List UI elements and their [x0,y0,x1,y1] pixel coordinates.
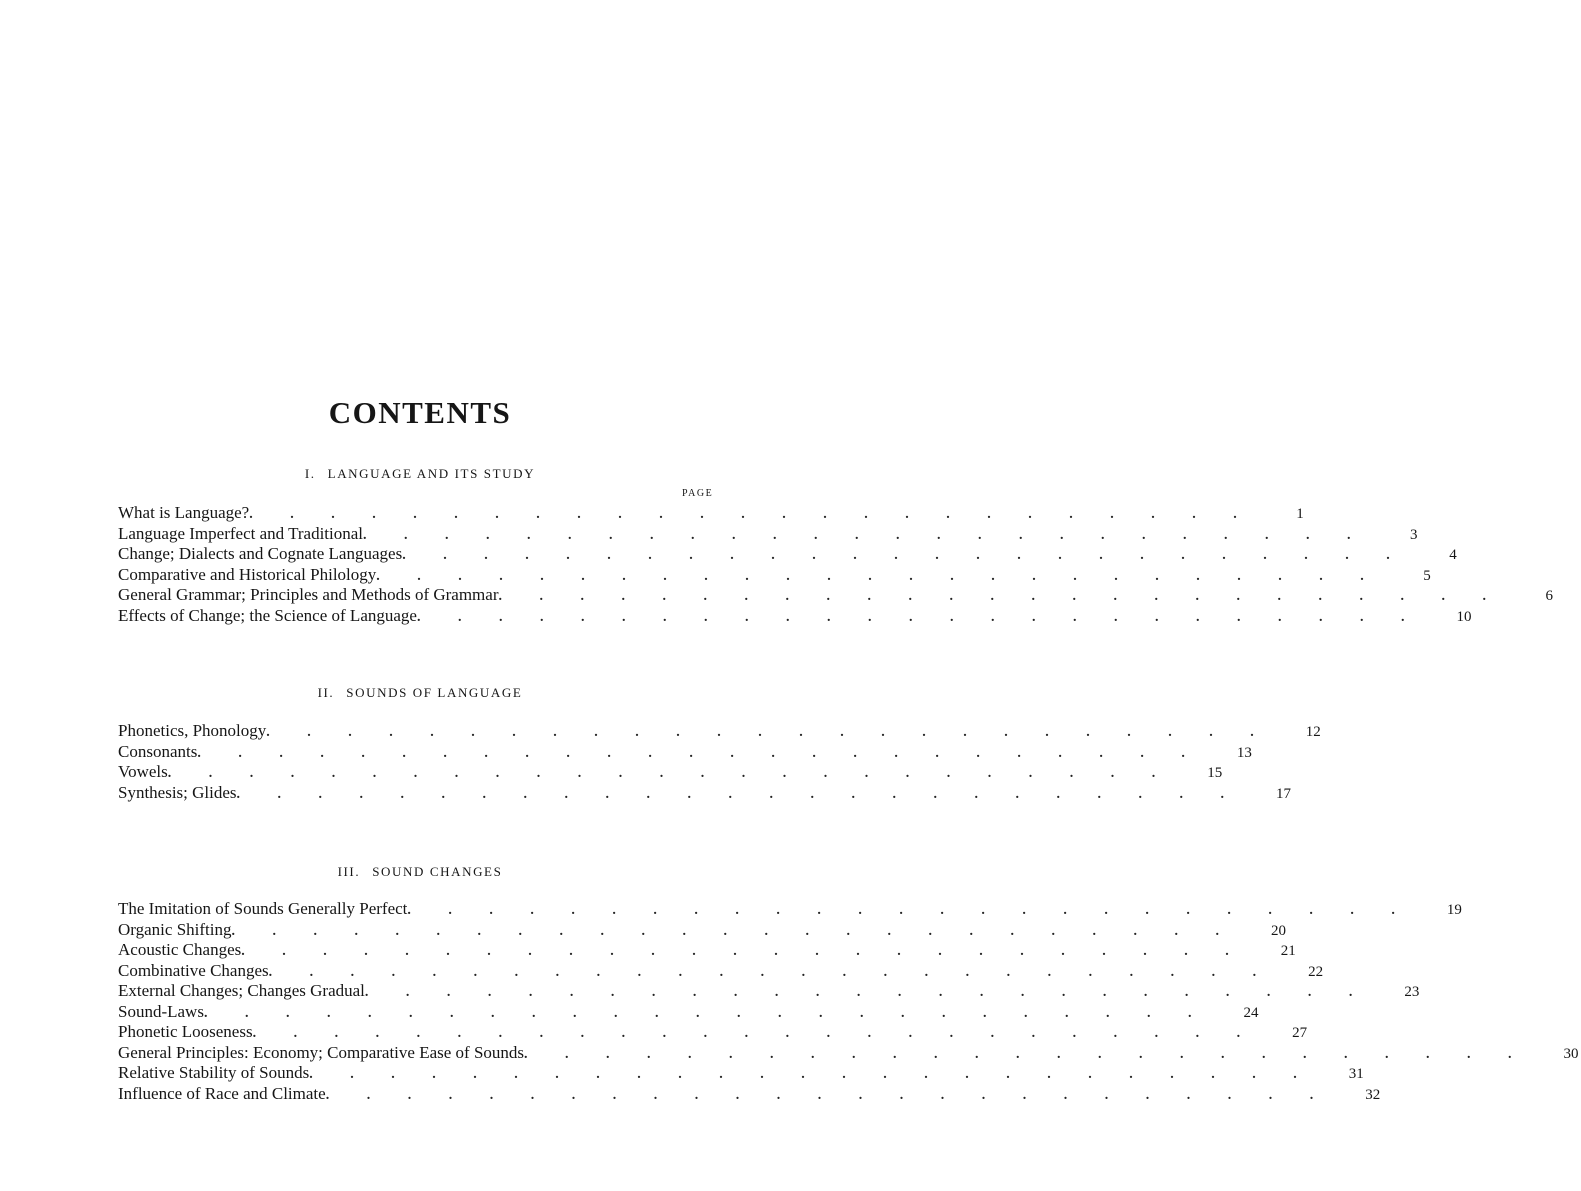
toc-list-section-1 [118,503,1553,626]
dot-leader: . . . . . . . . . . . . . . . . . . . . . . . . . [325,1087,1331,1103]
toc-entry[interactable] [118,782,1292,804]
entry-page-number: 1 [1296,506,1304,522]
section-title: LANGUAGE AND ITS STUDY [327,466,536,481]
dot-leader: . . . . . . . . . . . . . . . . . . . . . . . . . [249,507,1254,522]
section-numeral: II. [317,685,335,700]
dot-leader: . . . . . . . . . . . . . . . . . . . . . . . . . [364,985,1370,1000]
dot-leader: . . . . . . . . . . . . . . . . . . . . . . . . . [416,609,1422,625]
dot-leader: . . . . . . . . . . . . . . . . . . . . . . . . . [524,1046,1529,1062]
entry-page-number: 13 [1236,744,1252,761]
dot-leader: . . . . . . . . . . . . . . . . . . . . . . . . . [363,527,1368,543]
entry-page-number: 22 [1308,963,1324,980]
toc-entry[interactable] [118,741,1252,763]
entry-page-number: 32 [1365,1086,1381,1103]
page-title: CONTENTS [328,394,512,430]
toc-entry[interactable] [118,503,1304,524]
entry-title: Consonants [118,741,198,761]
section-title: SOUND CHANGES [372,864,503,879]
entry-title: Acoustic Changes [118,940,242,959]
toc-entry[interactable] [118,762,1223,783]
entry-page-number: 20 [1270,922,1286,939]
toc-entry[interactable] [118,544,1457,565]
toc-entry[interactable] [118,1063,1364,1084]
dot-leader: . . . . . . . . . . . . . . . . . . . . . . . . . [231,923,1236,939]
entry-title: Change; Dialects and Cognate Languages [118,544,403,563]
toc-entry[interactable] [118,1042,1579,1064]
toc-entry[interactable] [118,1022,1308,1043]
section-heading-2 [0,684,840,702]
section-title: SOUNDS OF LANGUAGE [346,685,523,700]
entry-title: Relative Stability of Sounds [118,1063,310,1082]
entry-title: Combinative Changes [118,960,269,980]
section-numeral: III. [337,864,361,879]
page-column-label: PAGE [682,488,714,499]
toc-entry[interactable] [118,919,1286,941]
toc-entry[interactable] [118,605,1472,627]
entry-page-number: 27 [1292,1025,1308,1041]
toc-entry[interactable] [118,981,1420,1002]
entry-title: Influence of Race and Climate [118,1083,326,1103]
entry-title: Effects of Change; the Science of Language [118,605,417,625]
toc-entry[interactable] [118,1083,1381,1105]
entry-title: Phonetic Looseness [118,1022,253,1041]
entry-page-number: 21 [1280,943,1296,959]
toc-entry[interactable] [118,564,1431,586]
entry-page-number: 17 [1276,785,1292,802]
dot-leader: . . . . . . . . . . . . . . . . . . . . . . . . . [402,548,1407,563]
dot-leader: . . . . . . . . . . . . . . . . . . . . . . . . . [309,1067,1314,1082]
toc-entry[interactable] [118,585,1553,606]
dot-leader: . . . . . . . . . . . . . . . . . . . . . . . . . [266,725,1271,740]
toc-entry[interactable] [118,899,1462,920]
entry-title: Sound-Laws [118,1001,204,1021]
toc-entry[interactable] [118,940,1296,961]
dot-leader: . . . . . . . . . . . . . . . . . . . . . . . . . [252,1026,1258,1041]
dot-leader: . . . . . . . . . . . . . . . . . . . . . . . . . [376,568,1381,584]
entry-page-number: 6 [1545,588,1553,604]
entry-title: Language Imperfect and Traditional [118,523,364,543]
dot-leader: . . . . . . . . . . . . . . . . . . . . . . . . . [203,1005,1209,1021]
entry-page-number: 4 [1449,547,1457,563]
dot-leader: . . . . . . . . . . . . . . . . . . . . . . . . . [197,745,1202,761]
dot-leader: . . . . . . . . . . . . . . . . . . . . . . . . . [407,903,1412,918]
toc-list-section-2 [118,721,1321,803]
entry-title: Vowels [118,762,168,781]
entry-title: Organic Shifting [118,919,232,939]
section-heading-1 [0,465,840,483]
toc-entry[interactable] [118,523,1418,545]
entry-title: External Changes; Changes Gradual [118,981,365,1000]
toc-entry[interactable] [118,1001,1259,1023]
entry-page-number: 12 [1305,724,1321,740]
entry-page-number: 24 [1243,1004,1259,1021]
entry-title: Comparative and Historical Philology [118,564,377,584]
dot-leader: . . . . . . . . . . . . . . . . . . . . . . . . . [236,786,1242,802]
toc-list-section-3 [118,899,1579,1104]
section-numeral: I. [304,466,316,481]
entry-title: General Principles: Economy; Comparative Ease of Sounds [118,1042,525,1062]
dot-leader: . . . . . . . . . . . . . . . . . . . . . . . . . [268,964,1274,980]
dot-leader: . . . . . . . . . . . . . . . . . . . . . . . . . [241,944,1246,959]
entry-page-number: 23 [1404,984,1420,1000]
entry-page-number: 30 [1563,1045,1579,1062]
entry-title: Synthesis; Glides [118,782,237,802]
entry-page-number: 5 [1423,567,1431,584]
entry-title: General Grammar; Principles and Methods of Grammar [118,585,499,604]
entry-page-number: 31 [1348,1066,1364,1082]
toc-entry[interactable] [118,960,1324,982]
entry-title: What is Language? [118,503,250,522]
entry-page-number: 10 [1456,608,1472,625]
dot-leader: . . . . . . . . . . . . . . . . . . . . . . . . . [167,766,1173,781]
entry-page-number: 15 [1207,765,1223,781]
entry-title: The Imitation of Sounds Generally Perfect [118,899,408,918]
entry-title: Phonetics, Phonology [118,721,267,740]
dot-leader: . . . . . . . . . . . . . . . . . . . . . . . . . [498,589,1503,604]
toc-entry[interactable] [118,721,1321,742]
entry-page-number: 3 [1410,526,1418,543]
section-heading-3 [0,863,840,881]
entry-page-number: 19 [1446,902,1462,918]
